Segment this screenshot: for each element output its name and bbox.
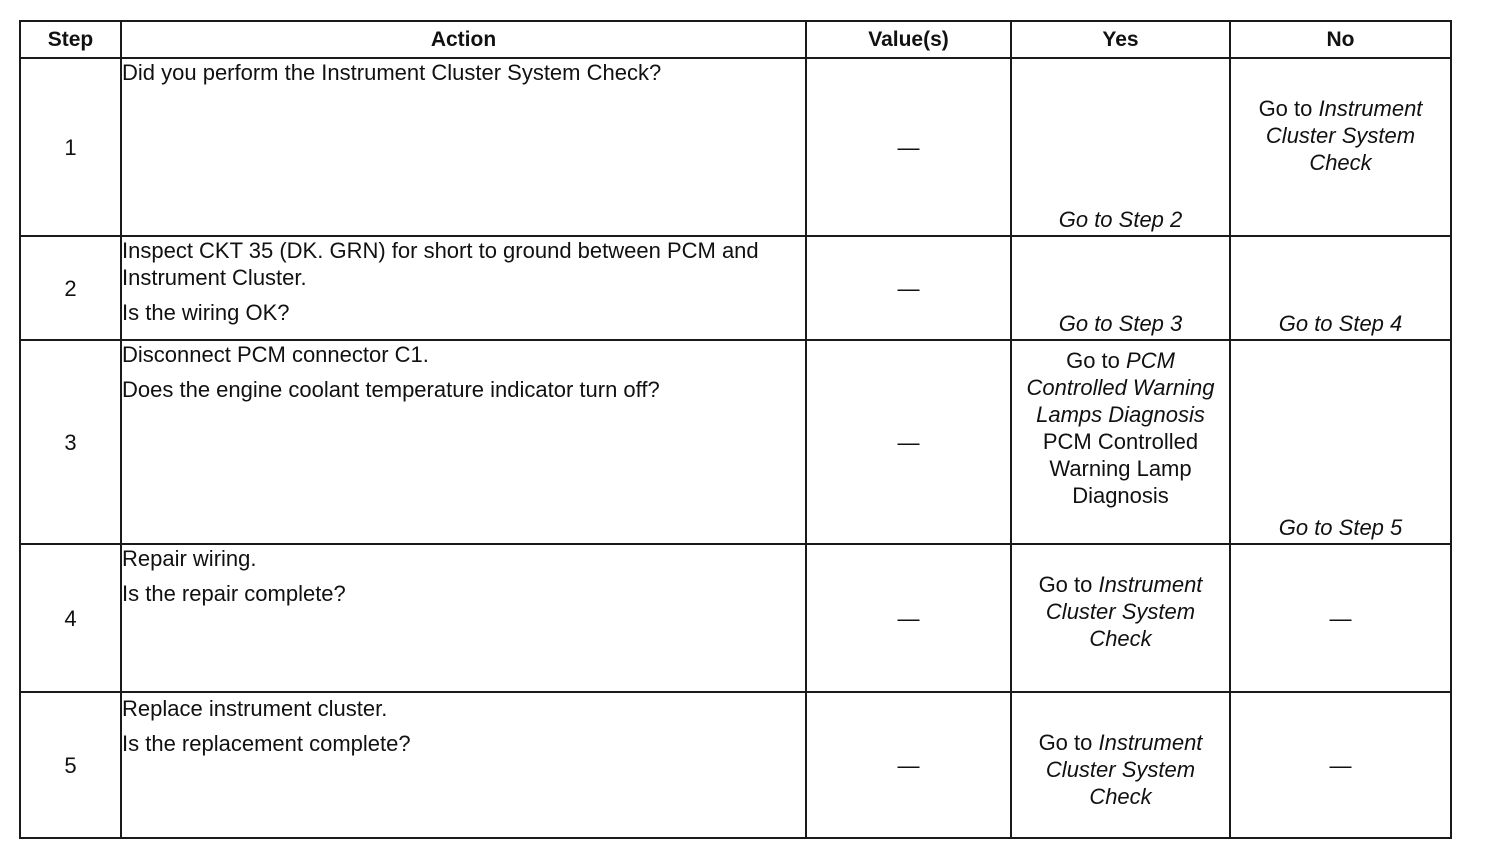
action-text: Is the wiring OK? [122,300,290,325]
value-cell: — [806,544,1011,692]
yes-prefix: Go to [1066,348,1127,373]
value-cell: — [806,58,1011,236]
value-cell: — [806,236,1011,340]
yes-link[interactable]: Go to Step 2 [1058,207,1183,232]
action-text: Repair wiring. [122,546,257,571]
action-text: Does the engine coolant temperature indicator turn off? [122,377,660,402]
yes-suffix: PCM Controlled Warning Lamp Diagnosis [1042,429,1199,508]
header-row [20,21,1451,58]
action-cell [121,692,806,838]
no-link[interactable]: Go to Step 4 [1278,311,1403,336]
table-row [20,236,1451,340]
step-number: 3 [20,340,121,544]
yes-cell [1011,340,1230,544]
yes-cell [1011,692,1230,838]
action-cell [121,236,806,340]
no-cell [1230,340,1451,544]
no-cell [1230,544,1451,692]
action-text: Replace instrument cluster. [122,696,388,721]
yes-link[interactable]: Instrument Cluster System Check [1045,572,1203,651]
yes-cell [1011,58,1230,236]
yes-link[interactable]: Go to Step 3 [1058,311,1183,336]
header-values: Value(s) [806,21,1011,58]
value-cell: — [806,692,1011,838]
header-no: No [1230,21,1451,58]
table-row [20,58,1451,236]
yes-cell [1011,236,1230,340]
action-text: Is the repair complete? [122,581,346,606]
header-yes: Yes [1011,21,1230,58]
no-cell [1230,692,1451,838]
yes-prefix: Go to [1038,572,1099,597]
no-prefix: Go to [1258,96,1319,121]
action-text: Inspect CKT 35 (DK. GRN) for short to ground between PCM and Instrument Cluster. [122,238,759,290]
no-value: — [1329,605,1352,631]
action-cell [121,544,806,692]
yes-cell [1011,544,1230,692]
step-number: 2 [20,236,121,340]
step-number: 5 [20,692,121,838]
diagnostic-table [19,20,1452,839]
action-text: Disconnect PCM connector C1. [122,342,429,367]
no-link[interactable]: Instrument Cluster System Check [1265,96,1423,175]
yes-link[interactable]: PCM Controlled Warning Lamps Diagnosis [1026,348,1215,427]
value-cell: — [806,340,1011,544]
table-row [20,692,1451,838]
action-cell [121,58,806,236]
header-action: Action [121,21,806,58]
step-number: 1 [20,58,121,236]
yes-link[interactable]: Instrument Cluster System Check [1045,730,1203,809]
step-number: 4 [20,544,121,692]
action-cell [121,340,806,544]
no-value: — [1329,752,1352,778]
action-text: Is the replacement complete? [122,731,411,756]
no-cell [1230,236,1451,340]
header-step: Step [20,21,121,58]
action-text: Did you perform the Instrument Cluster System Check? [122,60,662,85]
table-row [20,544,1451,692]
yes-prefix: Go to [1038,730,1099,755]
no-cell [1230,58,1451,236]
table-row [20,340,1451,544]
no-link[interactable]: Go to Step 5 [1278,515,1403,540]
